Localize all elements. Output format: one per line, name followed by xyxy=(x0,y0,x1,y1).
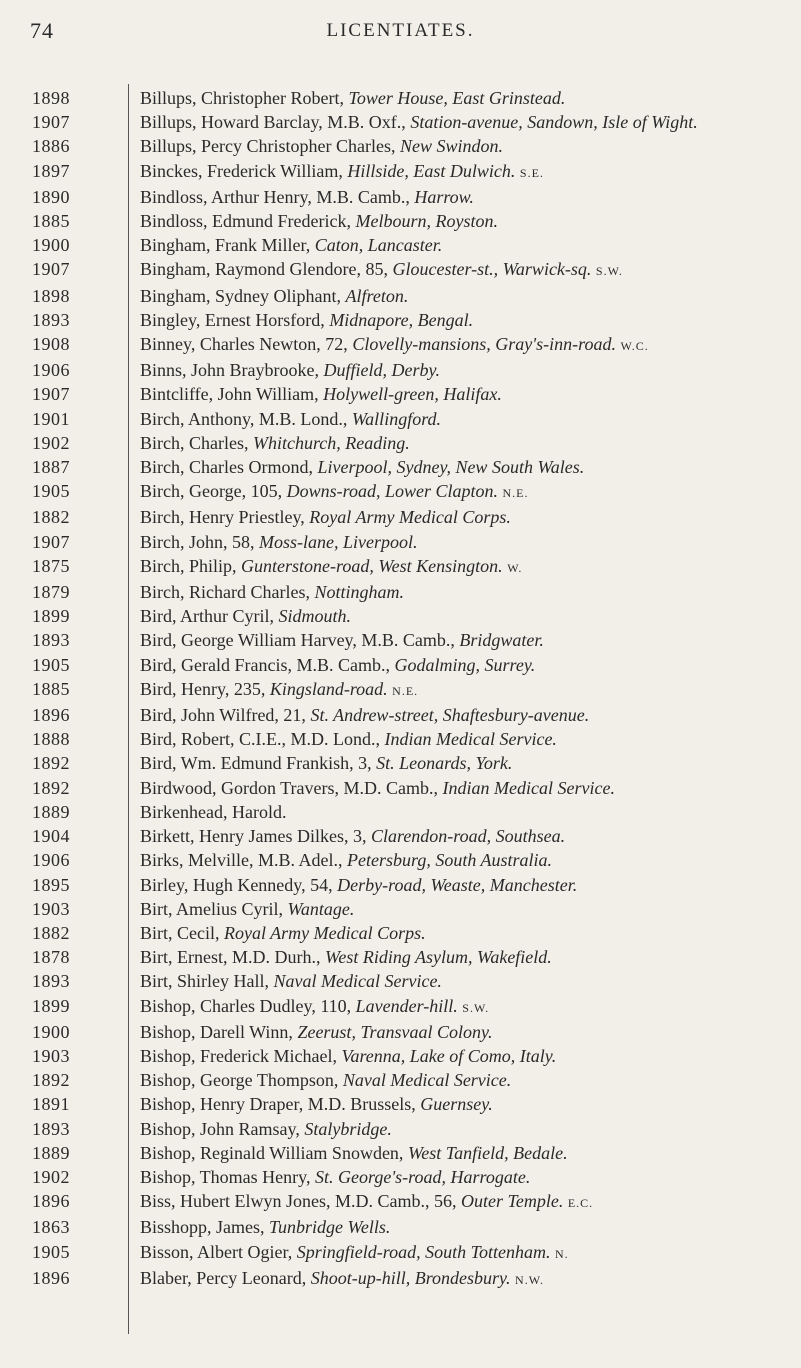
entry-name: Birch, George, 105, xyxy=(140,481,287,502)
entry-year: 1892 xyxy=(32,753,70,774)
list-item xyxy=(0,848,801,872)
entry-text xyxy=(140,1266,785,1292)
list-item xyxy=(0,800,801,824)
entry-name: Billups, Howard Barclay, M.B. Oxf., xyxy=(140,112,411,133)
entry-text xyxy=(140,257,785,283)
entry-year: 1898 xyxy=(32,88,70,108)
entry-name: Birks, Melville, M.B. Adel., xyxy=(140,850,347,871)
list-item xyxy=(0,530,801,554)
entry-name: Bird, Henry, 235, xyxy=(140,678,270,699)
entry-name: Birkett, Henry James Dilkes, 3, xyxy=(140,826,371,847)
list-item xyxy=(0,308,801,332)
list-item xyxy=(0,1240,801,1266)
entry-name: Bishop, Henry Draper, M.D. Brussels, xyxy=(140,1094,421,1115)
entry-name: Bingham, Frank Miller, xyxy=(140,235,315,256)
entry-text xyxy=(140,505,785,529)
list-item xyxy=(0,455,801,479)
entry-name: Biss, Hubert Elwyn Jones, M.D. Camb., 56, xyxy=(140,1191,461,1212)
entry-district: S.E. xyxy=(519,165,544,180)
entry-text xyxy=(140,800,785,824)
entry-name: Birch, Charles, xyxy=(140,432,253,453)
entry-district: N.E. xyxy=(502,486,529,501)
entry-year: 1896 xyxy=(32,1267,70,1288)
entry-name: Birt, Ernest, M.D. Durh., xyxy=(140,947,325,968)
entry-year: 1893 xyxy=(32,971,70,992)
entry-text xyxy=(140,604,785,628)
entry-address: Tunbridge Wells. xyxy=(269,1217,391,1238)
list-item xyxy=(0,628,801,652)
entry-year: 1895 xyxy=(32,874,70,895)
entry-text xyxy=(140,382,785,406)
entry-text xyxy=(140,1240,785,1266)
list-item xyxy=(0,921,801,945)
entry-name: Bird, Robert, C.I.E., M.D. Lond., xyxy=(140,729,385,750)
entry-text xyxy=(140,407,785,431)
entry-text xyxy=(140,677,785,703)
entry-address: Nottingham. xyxy=(314,582,404,603)
entry-name: Bishop, Darell Winn, xyxy=(140,1021,298,1042)
entry-address: Wallingford. xyxy=(351,408,442,429)
entry-address: Station-avenue, Sandown, Isle of Wight. xyxy=(410,112,698,133)
entry-name: Birch, Charles Ormond, xyxy=(140,457,318,478)
entry-year: 1888 xyxy=(32,729,70,750)
entry-text xyxy=(140,159,785,185)
entry-year: 1903 xyxy=(32,898,70,919)
entry-text xyxy=(140,628,785,652)
entry-name: Birch, Henry Priestley, xyxy=(140,507,310,528)
entry-address: Shoot-up-hill, Brondesbury. xyxy=(310,1267,511,1288)
entry-name: Bishop, Reginald William Snowden, xyxy=(140,1142,408,1163)
entry-district: W. xyxy=(507,560,523,575)
entry-address: Caton, Lancaster. xyxy=(314,235,443,256)
entry-text xyxy=(140,873,785,897)
list-item xyxy=(0,604,801,628)
entry-name: Bird, Arthur Cyril, xyxy=(140,606,279,627)
entry-name: Bingley, Ernest Horsford, xyxy=(140,309,330,330)
entry-address: Melbourn, Royston. xyxy=(355,211,498,232)
entry-address: Tower House, East Grinstead. xyxy=(348,88,566,108)
entry-address: Indian Medical Service. xyxy=(442,777,615,798)
entry-name: Bird, Gerald Francis, M.B. Camb., xyxy=(140,654,395,675)
list-item xyxy=(0,1266,801,1292)
entry-year: 1892 xyxy=(32,1070,70,1091)
entry-address: St. Andrew-street, Shaftesbury-avenue. xyxy=(310,705,590,726)
entry-year: 1893 xyxy=(32,1118,70,1139)
entry-text xyxy=(140,921,785,945)
entry-district: S.W. xyxy=(462,1000,490,1015)
entry-year: 1906 xyxy=(32,360,70,381)
list-item xyxy=(0,1044,801,1068)
entry-year: 1896 xyxy=(32,705,70,726)
entry-address: Petersburg, South Australia. xyxy=(347,850,553,871)
entry-address: Gloucester-st., Warwick-sq. xyxy=(392,259,592,280)
entry-address: New Swindon. xyxy=(399,136,503,157)
entry-name: Birkenhead, Harold. xyxy=(140,801,287,822)
entry-year: 1903 xyxy=(32,1045,70,1066)
entry-address: West Riding Asylum, Wakefield. xyxy=(324,947,552,968)
entry-year: 1902 xyxy=(32,1166,70,1187)
entry-district: W.C. xyxy=(620,339,649,354)
entry-year: 1907 xyxy=(32,259,70,280)
entry-district: N.W. xyxy=(515,1272,544,1287)
entry-year: 1899 xyxy=(32,995,70,1016)
list-item xyxy=(0,1092,801,1116)
list-item xyxy=(0,1165,801,1189)
list-item xyxy=(0,776,801,800)
entry-text xyxy=(140,945,785,969)
list-item xyxy=(0,554,801,580)
list-item xyxy=(0,479,801,505)
list-item xyxy=(0,233,801,257)
list-item xyxy=(0,897,801,921)
entry-name: Bisson, Albert Ogier, xyxy=(140,1241,297,1262)
entry-year: 1875 xyxy=(32,555,70,576)
entry-name: Birt, Shirley Hall, xyxy=(140,971,274,992)
list-item xyxy=(0,580,801,604)
entry-address: Guernsey. xyxy=(420,1094,493,1115)
entry-text xyxy=(140,580,785,604)
list-item xyxy=(0,332,801,358)
entry-name: Bishop, George Thompson, xyxy=(140,1070,343,1091)
entry-address: Wantage. xyxy=(287,898,355,919)
entry-name: Bindloss, Arthur Henry, M.B. Camb., xyxy=(140,186,415,207)
entry-name: Bishop, Charles Dudley, 110, xyxy=(140,995,356,1016)
entry-name: Bintcliffe, John William, xyxy=(140,384,324,405)
entry-text xyxy=(140,776,785,800)
page-header xyxy=(0,18,801,48)
entry-year: 1900 xyxy=(32,1021,70,1042)
entry-address: Harrow. xyxy=(414,186,474,207)
entry-address: St. Leonards, York. xyxy=(376,753,513,774)
entry-name: Binckes, Frederick William, xyxy=(140,160,348,181)
entry-address: Downs-road, Lower Clapton. xyxy=(286,481,498,502)
entry-text xyxy=(140,969,785,993)
entry-text xyxy=(140,530,785,554)
entry-address: Hillside, East Dulwich. xyxy=(347,160,516,181)
entry-text xyxy=(140,1141,785,1165)
entry-year: 1899 xyxy=(32,606,70,627)
entry-name: Billups, Christopher Robert, xyxy=(140,88,349,108)
entry-address: Alfreton. xyxy=(345,285,409,306)
entry-name: Birdwood, Gordon Travers, M.D. Camb., xyxy=(140,777,443,798)
list-item xyxy=(0,677,801,703)
entry-name: Birch, John, 58, xyxy=(140,531,259,552)
entry-address: Bridgwater. xyxy=(459,630,544,651)
entry-year: 1908 xyxy=(32,334,70,355)
entry-text xyxy=(140,308,785,332)
entry-text xyxy=(140,1189,785,1215)
entry-district: N.E. xyxy=(392,683,419,698)
list-item xyxy=(0,185,801,209)
entry-text xyxy=(140,897,785,921)
entry-address: Naval Medical Service. xyxy=(342,1070,512,1091)
entry-name: Birt, Cecil, xyxy=(140,922,224,943)
list-item xyxy=(0,431,801,455)
list-item xyxy=(0,257,801,283)
list-item xyxy=(0,1117,801,1141)
entry-text xyxy=(140,431,785,455)
entry-year: 1878 xyxy=(32,947,70,968)
list-item xyxy=(0,945,801,969)
entry-year: 1889 xyxy=(32,801,70,822)
list-item xyxy=(0,382,801,406)
entry-year: 1890 xyxy=(32,186,70,207)
list-item xyxy=(0,209,801,233)
list-item xyxy=(0,86,801,110)
entry-year: 1900 xyxy=(32,235,70,256)
entry-address: Midnapore, Bengal. xyxy=(329,309,474,330)
entry-text xyxy=(140,1020,785,1044)
entry-name: Billups, Percy Christopher Charles, xyxy=(140,136,400,157)
entry-name: Birch, Anthony, M.B. Lond., xyxy=(140,408,352,429)
entry-year: 1901 xyxy=(32,408,70,429)
entry-text xyxy=(140,134,785,158)
entry-text xyxy=(140,479,785,505)
entry-year: 1905 xyxy=(32,1241,70,1262)
entry-address: Duffield, Derby. xyxy=(323,360,440,381)
entry-year: 1897 xyxy=(32,160,70,181)
entry-text xyxy=(140,1044,785,1068)
entry-address: Clarendon-road, Southsea. xyxy=(370,826,566,847)
entry-text xyxy=(140,848,785,872)
entry-year: 1907 xyxy=(32,384,70,405)
entry-year: 1882 xyxy=(32,922,70,943)
list-item xyxy=(0,653,801,677)
entry-name: Bindloss, Edmund Frederick, xyxy=(140,211,356,232)
entries-list xyxy=(0,86,801,1292)
entry-name: Bingham, Raymond Glendore, 85, xyxy=(140,259,393,280)
list-item xyxy=(0,703,801,727)
entry-text xyxy=(140,703,785,727)
entry-year: 1893 xyxy=(32,309,70,330)
entry-year: 1902 xyxy=(32,432,70,453)
entry-name: Birch, Richard Charles, xyxy=(140,582,315,603)
entry-text xyxy=(140,1117,785,1141)
entry-text xyxy=(140,284,785,308)
entry-year: 1907 xyxy=(32,531,70,552)
entry-text xyxy=(140,1215,785,1239)
entry-year: 1898 xyxy=(32,285,70,306)
list-item xyxy=(0,824,801,848)
list-item xyxy=(0,134,801,158)
entry-address: Varenna, Lake of Como, Italy. xyxy=(341,1045,557,1066)
entry-address: Zeerust, Transvaal Colony. xyxy=(297,1021,493,1042)
list-item xyxy=(0,1068,801,1092)
entry-year: 1863 xyxy=(32,1217,70,1238)
entry-year: 1885 xyxy=(32,678,70,699)
list-item xyxy=(0,873,801,897)
entry-name: Bishop, Frederick Michael, xyxy=(140,1045,342,1066)
entry-address: West Tanfield, Bedale. xyxy=(407,1142,568,1163)
entry-name: Binns, John Braybrooke, xyxy=(140,360,324,381)
entry-text xyxy=(140,110,785,134)
list-item xyxy=(0,751,801,775)
entry-year: 1907 xyxy=(32,112,70,133)
entry-name: Birt, Amelius Cyril, xyxy=(140,898,288,919)
entry-text xyxy=(140,727,785,751)
entry-year: 1893 xyxy=(32,630,70,651)
entry-year: 1905 xyxy=(32,481,70,502)
list-item xyxy=(0,110,801,134)
entry-district: E.C. xyxy=(567,1196,594,1211)
entry-name: Blaber, Percy Leonard, xyxy=(140,1267,311,1288)
entry-name: Bird, George William Harvey, M.B. Camb., xyxy=(140,630,460,651)
entry-address: Kingsland-road. xyxy=(269,678,388,699)
entry-address: Holywell-green, Halifax. xyxy=(323,384,502,405)
entry-address: Royal Army Medical Corps. xyxy=(309,507,511,528)
entry-address: Sidmouth. xyxy=(278,606,352,627)
entry-address: Clovelly-mansions, Gray's-inn-road. xyxy=(352,334,616,355)
entry-text xyxy=(140,1165,785,1189)
entry-address: Gunterstone-road, West Kensington. xyxy=(241,555,503,576)
entry-name: Bisshopp, James, xyxy=(140,1217,270,1238)
entry-year: 1891 xyxy=(32,1094,70,1115)
entry-year: 1887 xyxy=(32,457,70,478)
entry-address: Stalybridge. xyxy=(304,1118,392,1139)
entry-text xyxy=(140,185,785,209)
entry-district: S.W. xyxy=(595,264,623,279)
list-item xyxy=(0,969,801,993)
list-item xyxy=(0,159,801,185)
entry-name: Binney, Charles Newton, 72, xyxy=(140,334,353,355)
entry-text xyxy=(140,233,785,257)
entry-year: 1879 xyxy=(32,582,70,603)
list-item xyxy=(0,994,801,1020)
entry-text xyxy=(140,994,785,1020)
list-item xyxy=(0,1020,801,1044)
entry-year: 1882 xyxy=(32,507,70,528)
entry-name: Bird, Wm. Edmund Frankish, 3, xyxy=(140,753,377,774)
page-number: 74 xyxy=(30,18,54,43)
entry-text xyxy=(140,653,785,677)
entry-text xyxy=(140,751,785,775)
entry-year: 1905 xyxy=(32,654,70,675)
entry-address: Lavender-hill. xyxy=(355,995,458,1016)
entry-year: 1889 xyxy=(32,1142,70,1163)
list-item xyxy=(0,407,801,431)
entry-address: Moss-lane, Liverpool. xyxy=(259,531,418,552)
entry-address: Springfield-road, South Tottenham. xyxy=(296,1241,551,1262)
entry-address: Godalming, Surrey. xyxy=(394,654,536,675)
running-title: LICENTIATES. xyxy=(326,20,475,41)
entry-district: N. xyxy=(554,1246,569,1261)
entry-address: Liverpool, Sydney, New South Wales. xyxy=(317,457,585,478)
entry-address: Royal Army Medical Corps. xyxy=(224,922,426,943)
list-item xyxy=(0,358,801,382)
list-item xyxy=(0,505,801,529)
list-item xyxy=(0,1215,801,1239)
entry-name: Birley, Hugh Kennedy, 54, xyxy=(140,874,338,895)
entry-name: Bird, John Wilfred, 21, xyxy=(140,705,311,726)
entry-text xyxy=(140,554,785,580)
list-item xyxy=(0,1141,801,1165)
entry-text xyxy=(140,1068,785,1092)
entry-year: 1906 xyxy=(32,850,70,871)
entry-text xyxy=(140,1092,785,1116)
entry-year: 1904 xyxy=(32,826,70,847)
entry-name: Bishop, Thomas Henry, xyxy=(140,1166,315,1187)
entry-text xyxy=(140,358,785,382)
entry-address: Naval Medical Service. xyxy=(273,971,442,992)
entry-address: Outer Temple. xyxy=(461,1191,564,1212)
list-item xyxy=(0,1189,801,1215)
entry-text xyxy=(140,86,785,110)
entry-text xyxy=(140,455,785,479)
entry-address: St. George's-road, Harrogate. xyxy=(315,1166,531,1187)
entry-text xyxy=(140,209,785,233)
entry-year: 1886 xyxy=(32,136,70,157)
entry-text xyxy=(140,824,785,848)
entry-address: Derby-road, Weaste, Manchester. xyxy=(337,874,578,895)
entry-year: 1885 xyxy=(32,211,70,232)
entry-name: Bishop, John Ramsay, xyxy=(140,1118,305,1139)
entry-text xyxy=(140,332,785,358)
entry-name: Birch, Philip, xyxy=(140,555,242,576)
entry-address: Whitchurch, Reading. xyxy=(252,432,410,453)
list-item xyxy=(0,727,801,751)
entry-address: Indian Medical Service. xyxy=(384,729,557,750)
entry-year: 1896 xyxy=(32,1191,70,1212)
entry-name: Bingham, Sydney Oliphant, xyxy=(140,285,346,306)
entry-year: 1892 xyxy=(32,777,70,798)
list-item xyxy=(0,284,801,308)
